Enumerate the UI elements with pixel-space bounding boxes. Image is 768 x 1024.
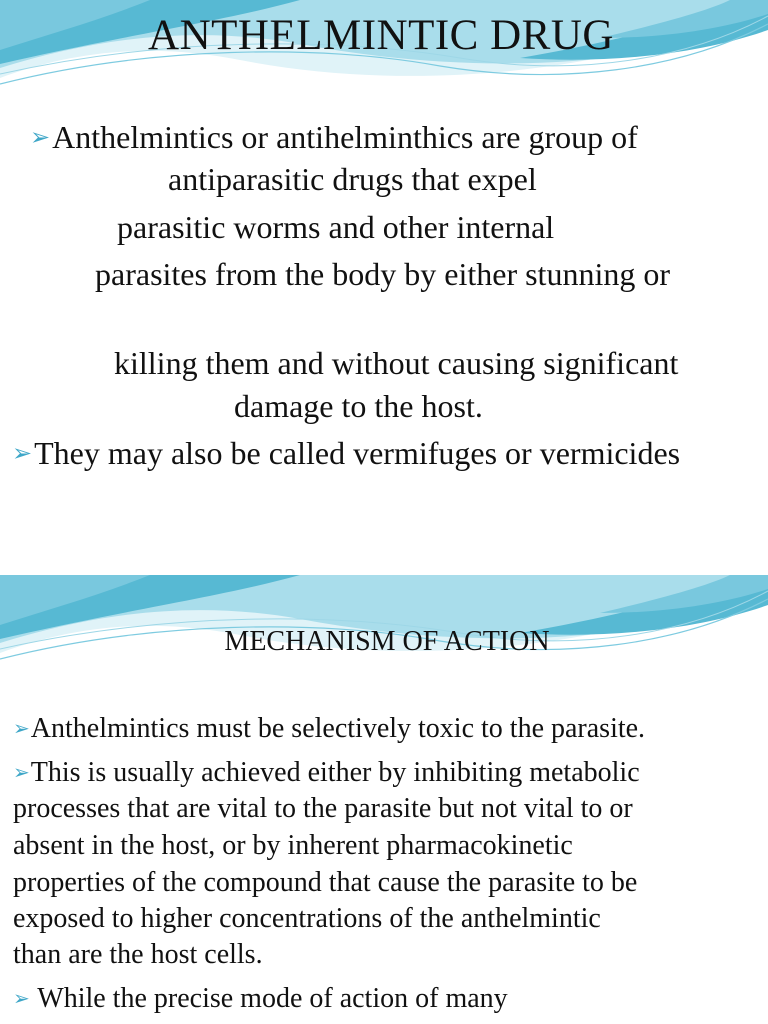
slide-title (0, 625, 768, 659)
bullet-mode-of-action: ➢ While the precise mode of action of many (13, 981, 508, 1019)
bullet-definition-line-2: antiparasitic drugs that expel (168, 161, 537, 197)
bullet-metabolic-line-3: absent in the host, or by inherent pharmacokinetic (13, 830, 573, 861)
bullet-arrow-icon: ➢ (13, 762, 30, 784)
bullet-metabolic-line-5: exposed to higher concentrations of the anthelmintic (13, 903, 601, 934)
bullet-definition-line-4: parasites from the body by either stunning or (95, 256, 670, 292)
bullet-definition-line-3: parasitic worms and other internal (117, 209, 555, 245)
bullet-definition-line-1: ➢Anthelmintics or antihelminthics are group of (30, 119, 638, 155)
bullet-arrow-icon: ➢ (30, 125, 51, 151)
bullet-arrow-icon: ➢ (13, 988, 30, 1010)
bullet-definition-line-5: killing them and without causing significant (114, 345, 679, 381)
slide-mechanism-of-action (0, 575, 768, 1024)
slide-title-text: ANTHELMINTIC DRUG (148, 12, 614, 59)
bullet-vermifuges: ➢They may also be called vermifuges or vermicides (12, 435, 681, 471)
slide-title (0, 10, 768, 62)
slide-title-text: MECHANISM OF ACTION (224, 626, 550, 657)
bullet-metabolic-line-1: ➢This is usually achieved either by inhibiting metabolic (13, 755, 640, 793)
bullet-metabolic-line-6: than are the host cells. (13, 939, 263, 970)
bullet-definition-line-6: damage to the host. (234, 388, 483, 424)
bullet-arrow-icon: ➢ (13, 718, 30, 740)
bullet-arrow-icon: ➢ (12, 441, 33, 467)
bullet-metabolic-line-2: processes that are vital to the parasite but not vital to or (13, 793, 633, 824)
bullet-selectively-toxic: ➢Anthelmintics must be selectively toxic to the parasite. (13, 711, 645, 749)
bullet-metabolic-line-4: properties of the compound that cause the parasite to be (13, 867, 638, 898)
